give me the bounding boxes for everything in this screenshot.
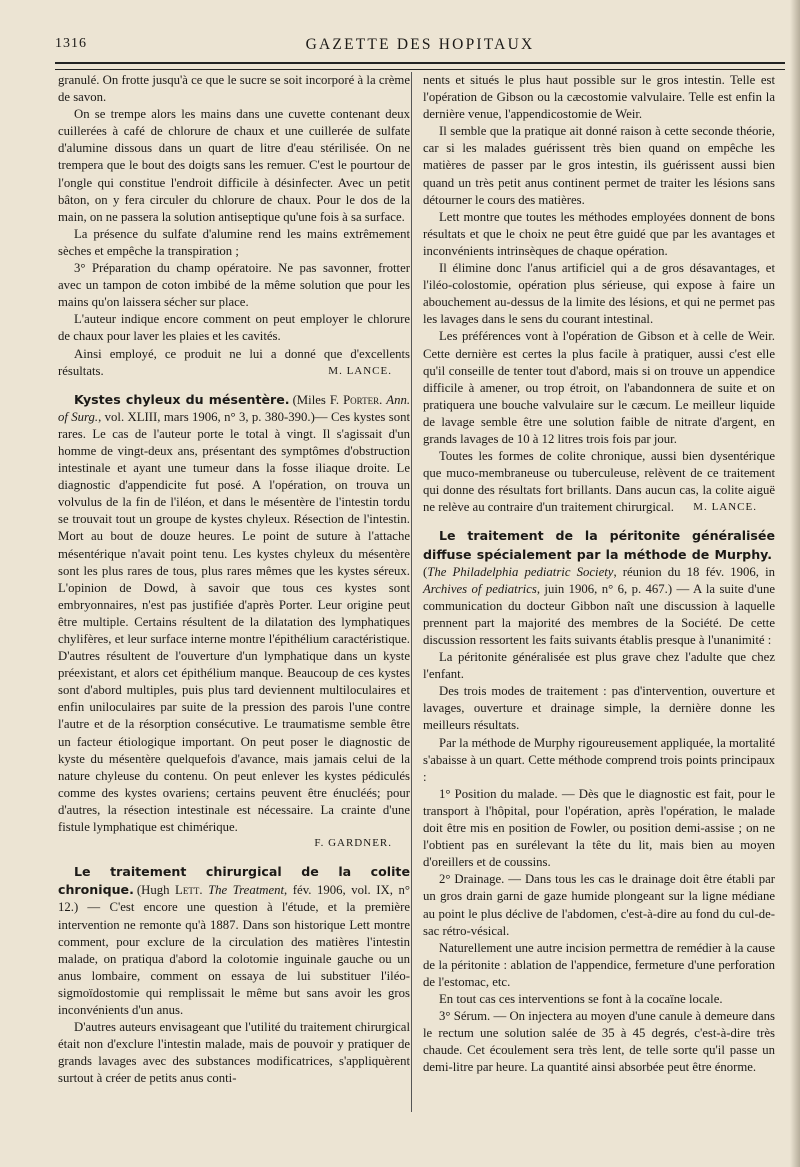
reference-journal: The Treatment — [208, 883, 285, 898]
paragraph: La présence du sulfate d'alumine rend les mains extrêmement sèches et empêche la transpiration ; — [58, 226, 410, 258]
article-body: A la suite d'une communication du docteur Gibbon naît une discussion à laquelle prennent part la majorité des membres de la Société. De cette discussion ressortent les faits suivants établis presque à l'unanimité : — [423, 581, 776, 647]
article-kystes-chyleux — [58, 391, 410, 853]
paragraph: 3° Sérum. — On injectera au moyen d'une canule à demeure dans le rectum une solution salée de 35 à 45 degrés, c'est-à-dire très chaude. Cet écoulement sera très lent, de telle sorte qu'il passe un demi-litre par heure. La quantité ainsi absorbée peut être énorme. — [423, 1009, 775, 1075]
author-signature: M. LANCE. — [693, 501, 757, 514]
article-body: C'est encore une question à l'étude, et la première intervention ne remonte qu'à 1887. Dans son historique Lett montre comment, pour exclure de la circulation des matières l'intestin malade, on pratiqua d'abord la colotomie inguinale gauche ou un anus lombaire, comment on essaya de lui substituer l'iléo-sigmoïdostomie qui remplissait le même but sans avoir les gros inconvénients d'un anus. — [58, 900, 410, 1017]
reference-journal: Archives of pediatrics — [423, 581, 537, 596]
left-column — [58, 72, 410, 1087]
reference-text: , réunion du 18 fév. 1906, in — [613, 564, 775, 579]
reference-journal: The Philadelphia pediatric Society — [427, 564, 614, 579]
paragraph: 2° Drainage. — Dans tous les cas le drainage doit être établi par un gros drain garni de gaze humide plongeant sur la ligne médiane au point le plus déclive de l'abdomen, c'est-à-dire au fond du cul-de-sac rétro-vésical. — [423, 872, 775, 938]
paragraph: Il élimine donc l'anus artificiel qui a de gros désavantages, et l'iléo-colostomie, opération plus sérieuse, qui expose à faire un abouchement au-dessus de la limite des lésions, et qui ne permet pas les lavages dans le sens du courant intestinal. — [423, 261, 775, 327]
article-lead — [58, 391, 410, 836]
paragraph: La péritonite généralisée est plus grave chez l'adulte que chez l'enfant. — [423, 650, 775, 682]
page-edge-shadow — [790, 0, 800, 1167]
reference-author: Porter — [343, 392, 380, 407]
reference-text: . — [379, 392, 387, 407]
paragraph: nents et situés le plus haut possible sur le gros intestin. Telle est l'opération de Gibson ou la cæcostomie valvulaire. Telle est enfin la dernière venue, l'appendicostomie de Weir. — [423, 73, 775, 122]
reference-text: , fév. 1906, vol. IX, n° 12.) — — [58, 883, 410, 915]
journal-title: GAZETTE DES HOPITAUX — [305, 36, 535, 53]
reference-journal: Ann. of Surg. — [58, 392, 411, 424]
article-peritonite — [423, 527, 775, 1076]
author-signature: M. LANCE. — [328, 364, 392, 377]
paragraph: 1° Position du malade. — Dès que le diagnostic est fait, pour le transport à l'hôpital, pour l'opération, après l'opération, le malade doit être mis en position de Fowler, ou position demi-assise ; on ne l'obtient pas en surélevant la tête du lit, mais bien au moyen d'oreillers et de coussins. — [423, 786, 775, 870]
article-lead — [58, 863, 410, 1019]
reference-text: , juin 1906, n° 6, p. 467.) — — [536, 581, 690, 596]
paragraph-text: Ainsi employé, ce produit ne lui a donné que d'excellents résultats. — [58, 346, 410, 378]
page-number: 1316 — [55, 36, 87, 51]
paragraph: Naturellement une autre incision permettra de remédier à la cause de la péritonite : ablation de l'appendice, fermeture d'une perforation de l'estomac, etc. — [423, 940, 775, 989]
article-colite-chronique — [58, 863, 410, 1087]
paragraph: 3° Préparation du champ opératoire. Ne pas savonner, frotter avec un tampon de coton imbibé de la même solution que pour les mains qu'on laissera sécher sur place. — [58, 261, 410, 310]
article-title: Le traitement chirurgical de la colite chronique. — [58, 864, 410, 898]
paragraph: Par la méthode de Murphy rigoureusement appliquée, la mortalité s'abaisse à un quart. Cette méthode comprend trois points principaux : — [423, 735, 776, 784]
paragraph: Il semble que la pratique ait donné raison à cette seconde théorie, car si les malades guérissent très bien quand on empêche les matières de passer par le gros intestin, ils guérissent aussi bien quand un très petit anus continent permet de traiter les lésions sans détourner le cours des matières. — [423, 124, 775, 207]
paragraph: granulé. On frotte jusqu'à ce que le sucre se soit incorporé à la crème de savon. — [58, 73, 410, 105]
article-title: Le traitement de la péritonite généralisée diffuse spécialement par la méthode de Murphy. — [423, 528, 775, 562]
column-divider — [411, 72, 412, 1112]
reference-text: , vol. XLIII, mars 1906, n° 3, p. 380-390.)— — [98, 409, 328, 424]
paragraph: D'autres auteurs envisageant que l'utilité du traitement chirurgical était non d'exclure l'intestin malade, mais de pouvoir y pratiquer de grands lavages avec des substances modificatrices, s'appliquèrent surtout à créer de petits anus conti- — [58, 1020, 410, 1086]
paragraph — [423, 448, 775, 516]
paragraph: Lett montre que toutes les méthodes employées donnent de bons résultats et que le choix ne peut être guidé que par les avantages et inconvénients intrinsèques de chaque opération. — [423, 209, 775, 258]
paragraph: Les préférences vont à l'opération de Gibson et à celle de Weir. Cette dernière est certes la plus facile à pratiquer, aussi c'est elle qu'il conseille de tenter tout d'abord, mais si on trouve un appendice difficile à amener, ou trop étroit, on l'abandonnera de suite et on pratiquera une bouche valvulaire sur le cæcum. Le meilleur liquide de lavage semble être une solution faible de nitrate d'argent, en grands lavages de 10 à 12 litres trois fois par jour. — [423, 329, 775, 446]
reference-text: (Hugh — [136, 883, 176, 898]
author-signature: F. GARDNER. — [314, 837, 392, 850]
paragraph: En tout cas ces interventions se font à la cocaïne locale. — [439, 991, 723, 1006]
paragraph: On se trempe alors les mains dans une cuvette contenant deux cuillerées à café de chlorure de chaux et une cuillerée de sulfate d'alumine dissous dans un quart de litre d'eau stérilisée. On ne trempera que le bout des doigts sans les remuer. C'est le pourtour de l'ongle qui constitue l'endroit difficile à désinfecter. Avec un petit bâton, on y fera circuler du chlorure de chaux. Pour le dos de la main, on ne passera la solution antiseptique qu'une fois à sa surface. — [58, 107, 410, 224]
running-head — [55, 36, 785, 60]
paragraph-text: Toutes les formes de colite chronique, aussi bien dysentérique que muco-membraneuse ou tuberculeuse, relèvent de ce traitement qui donne des résultats fort brillants. Dans aucun cas, la colite aiguë ne relève au contraire d'un traitement chirurgical. — [423, 449, 775, 515]
reference-author: Lett — [175, 883, 200, 898]
right-column — [423, 72, 775, 1076]
article-title: Kystes chyleux du mésentère. — [74, 391, 290, 407]
article-body: Ces kystes sont rares. Le cas de l'auteur porte le total à vingt. Il s'agissait d'un homme de vingt-deux ans, présentant des symptômes d'obstruction intestinale et ayant une tumeur dans la fosse iliaque droite. Le diagnostic d'appendicite fut posé. A l'opération, on trouva un volvulus de la fin de l'iléon, et dans le mésentère de l'intestin tordu se trouvait tout un groupe de kystes chyleux. Résection de l'intestin. Mort au bout de douze heures. Le point de suture à l'attache mésentérique n'avait point tenu. Les kystes chyleux du mésentère sont les plus rares de tous, plus rares mêmes que les kystes séreux. L'opinion de Dowd, à savoir que tous ces kystes sont embryonnaires, n'est pas justifiée d'après Porter. Leur origine peut être multiple. Certains résultent de la dilatation des lymphatiques chylifères, et leur surface interne montre l'épithélium caractéristique. D'autres résultent de l'ouverture d'un lymphatique dans un kyste préexistant, et alors cet épithélium manque. Beaucoup de ces kystes sont d'abord multiples, puis plus tard deviennent multiloculaires et enfin uniloculaires par suite de la pression des parois l'une contre l'autre et de la résorption consécutive. Le traumatisme semble être un facteur étiologique important. On peut poser le diagnostic de kyste du mésentère quelquefois d'avance, mais jamais celui de la nature chyleuse du contenu. On peut enlever les kystes pédiculés comme des kystes ovariens; certains peuvent être énucléés; pour d'autres, la résection intestinale est nécessaire. La crainte d'une fistule lymphatique est chimérique. — [58, 409, 410, 835]
paragraph: L'auteur indique encore comment on peut employer le chlorure de chaux pour laver les plaies et les cavités. — [58, 312, 410, 344]
reference-text: . — [199, 883, 209, 898]
header-rule — [55, 62, 785, 70]
paragraph — [58, 346, 410, 380]
article-lead — [423, 527, 775, 649]
reference-text: (Miles F. — [292, 392, 344, 407]
paragraph: Des trois modes de traitement : pas d'intervention, ouverture et lavages, ouverture et drainage simple, la dernière donne les meilleurs résultats. — [423, 684, 775, 733]
reference-text: ( — [423, 564, 428, 579]
